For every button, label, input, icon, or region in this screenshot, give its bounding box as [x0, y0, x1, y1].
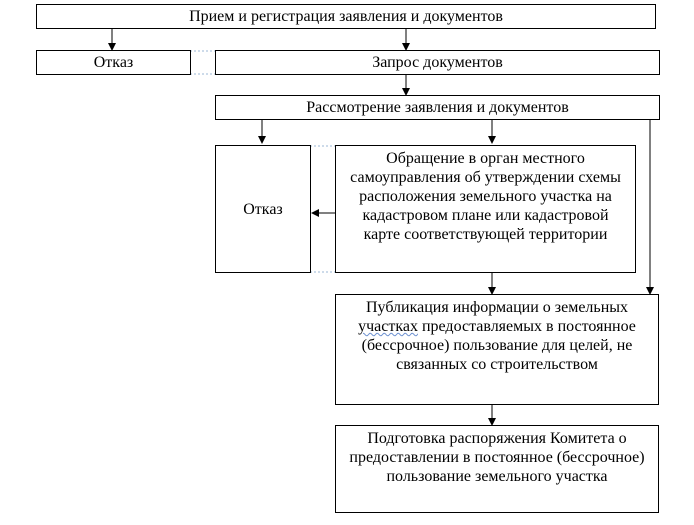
- intake-box: [36, 4, 656, 29]
- request-docs-label: Запрос документов: [372, 54, 503, 71]
- publication-part1: Публикация информации о земельных: [365, 299, 629, 316]
- appeal-box: [335, 145, 636, 273]
- review-box: [215, 95, 660, 120]
- intake-label: Прием и регистрация заявления и документов: [189, 8, 503, 25]
- refusal-mid-label: Отказ: [243, 200, 283, 218]
- appeal-label: Обращение в орган местного самоуправления об утверждении схемы расположения земельного участка на кадастровом плане или кадастровой карте соответствующей территории: [350, 150, 621, 243]
- refusal-top-box: [36, 50, 191, 75]
- review-label: Рассмотрение заявления и документов: [306, 99, 569, 116]
- refusal-top-label: Отказ: [93, 54, 134, 71]
- request-docs-box: [215, 50, 660, 75]
- publication-part3: предоставляемых в постоянное (бессрочное) пользование для целей, не связанных со строительством: [361, 318, 636, 373]
- order-label: Подготовка распоряжения Комитета о предоставлении в постоянное (бессрочное) пользование земельного участка: [349, 430, 645, 485]
- refusal-mid-box: [215, 145, 311, 273]
- publication-box: [335, 294, 659, 405]
- publication-text: [340, 298, 654, 374]
- order-box: [335, 425, 659, 513]
- publication-part2: участках: [358, 318, 418, 335]
